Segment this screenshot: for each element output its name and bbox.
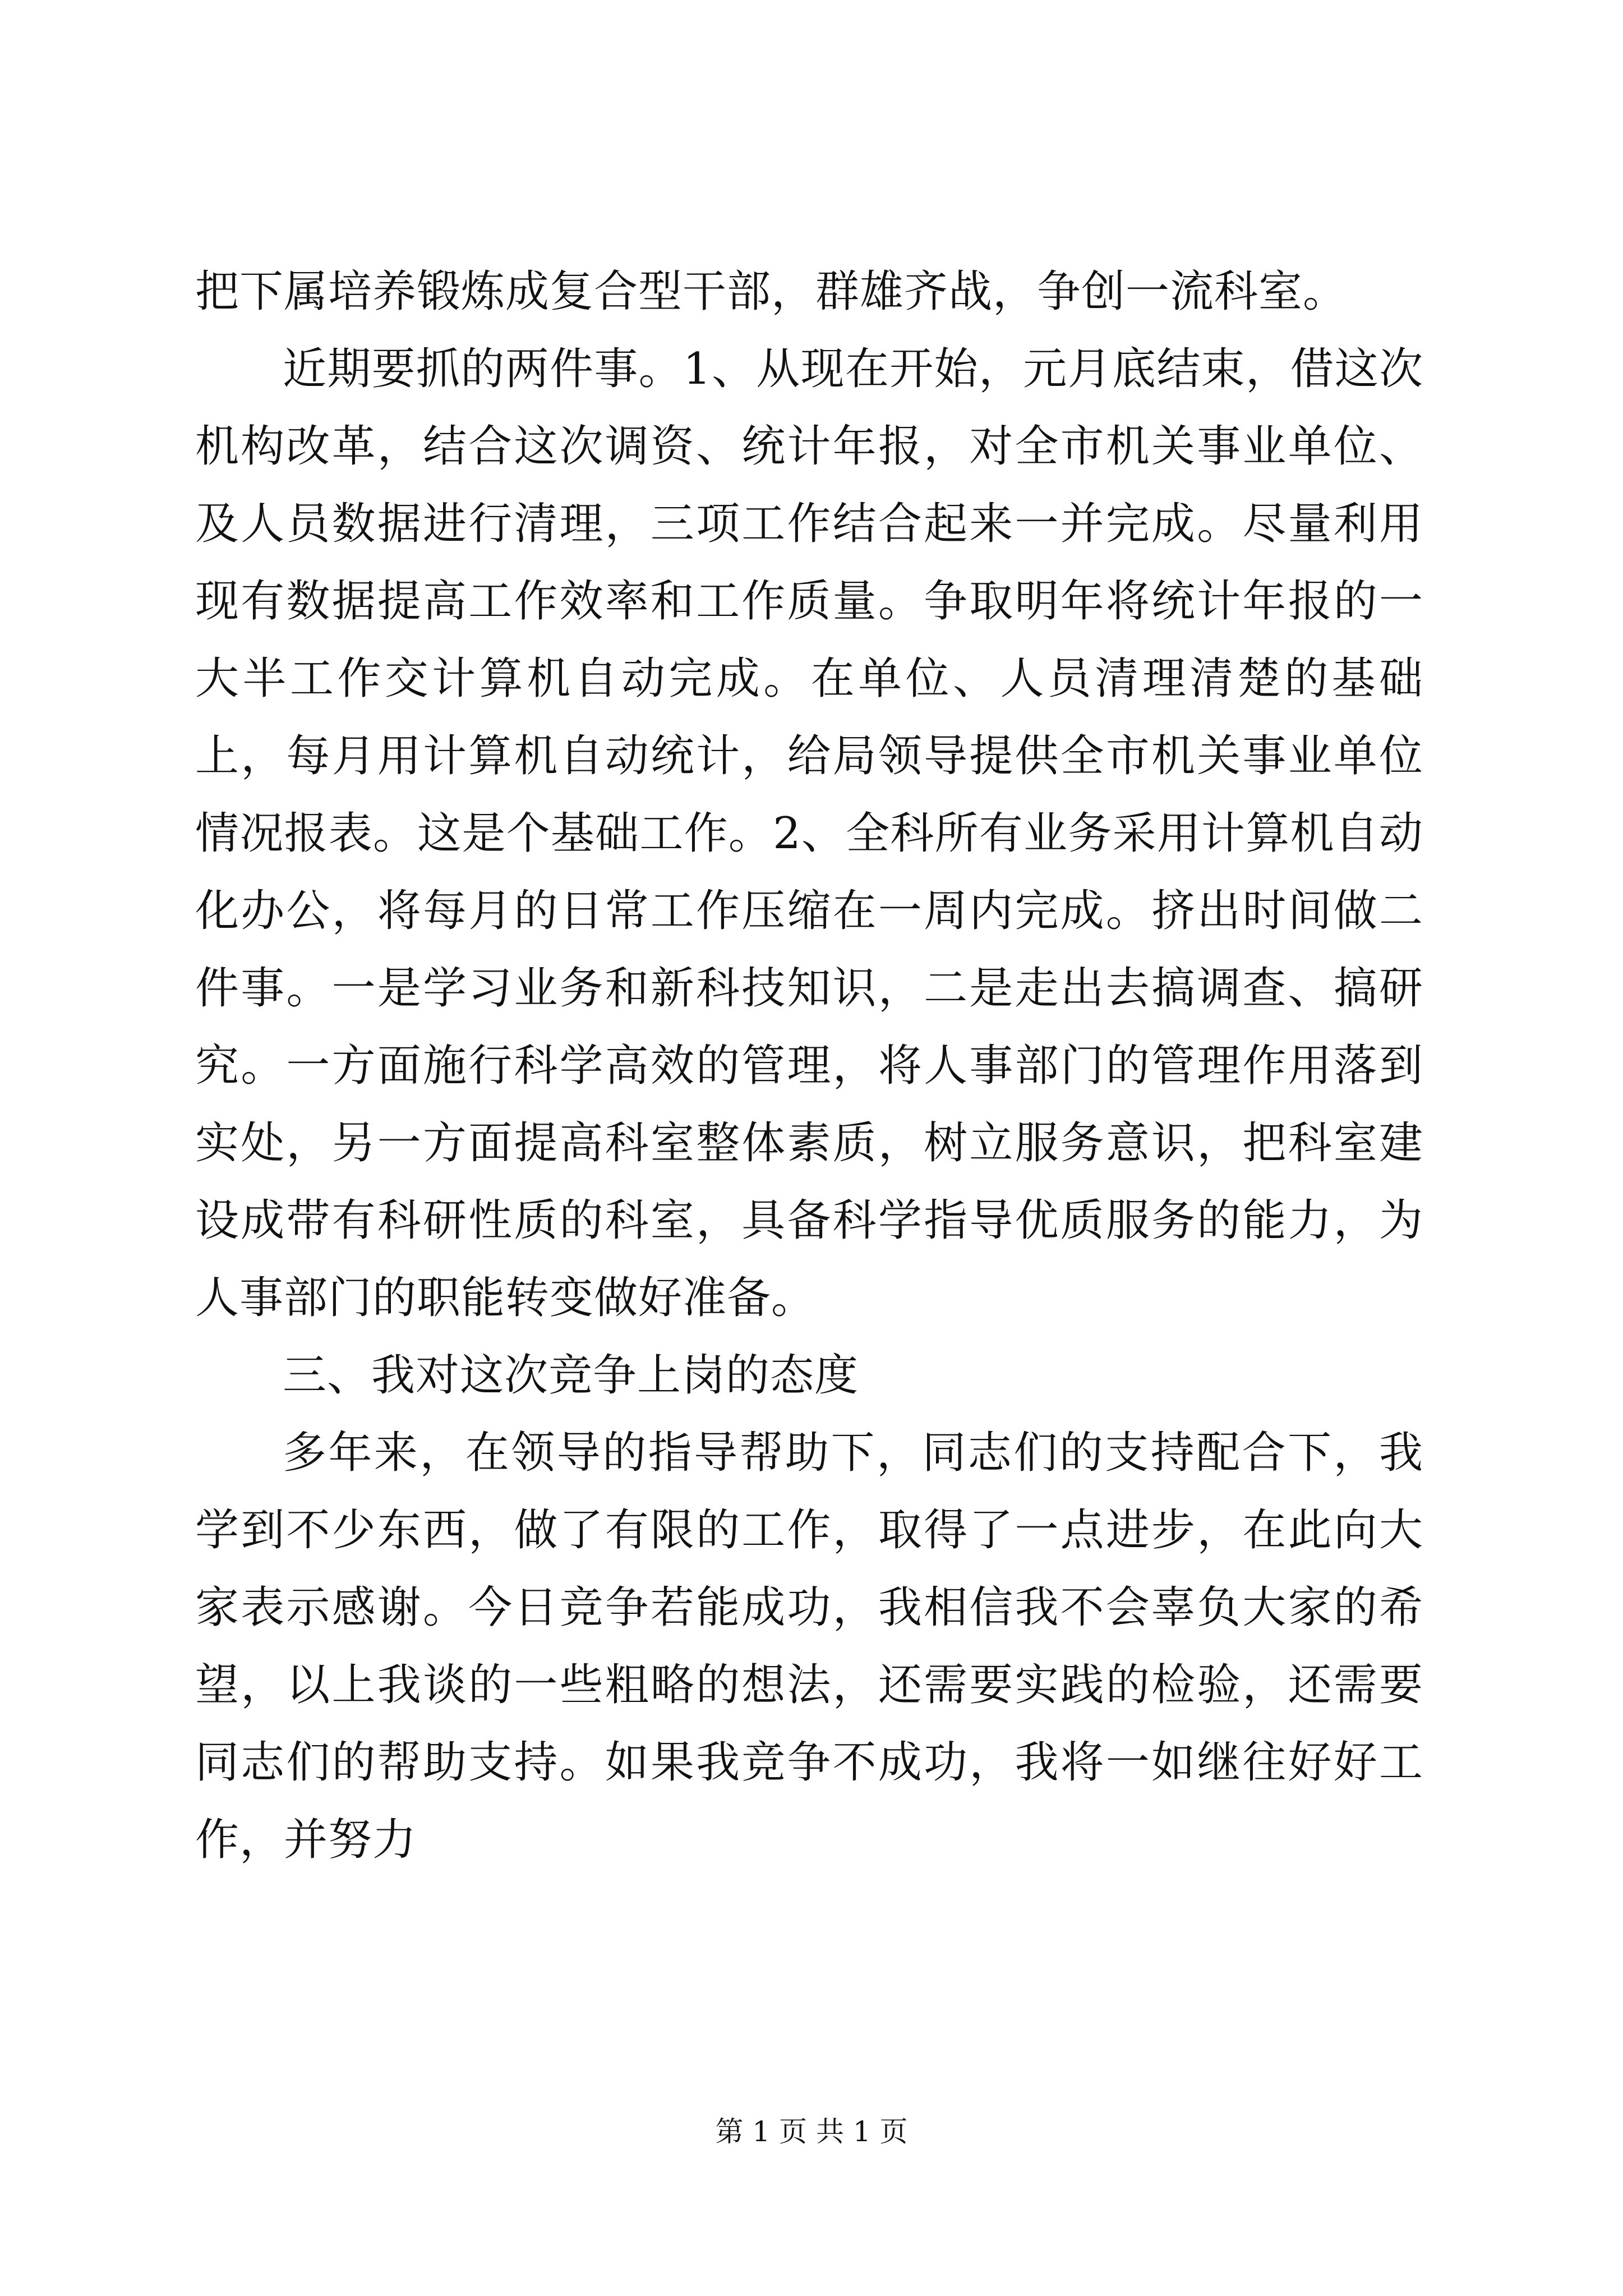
paragraph-gratitude: 多年来，在领导的指导帮助下，同志们的支持配合下，我学到不少东西，做了有限的工作，取得了一点进步，在此向大家表示感谢。今日竞争若能成功，我相信我不会辜负大家的希望，以上我谈的一些粗略的想法，还需要实践的检验，还需要同志们的帮助支持。如果我竞争不成功，我将一如继往好好工作，并努力: [195, 1428, 1423, 1865]
section-heading-attitude: 三、我对这次竞争上岗的态度: [283, 1350, 859, 1401]
page-footer: 第 1 页 共 1 页: [715, 2115, 908, 2148]
document-body: [195, 253, 1423, 1879]
paragraph-continuation: 把下属培养锻炼成复合型干部，群雄齐战，争创一流科室。: [195, 266, 1348, 317]
paragraph-recent-tasks: 近期要抓的两件事。1、从现在开始，元月底结束，借这次机构改革，结合这次调资、统计年报，对全市机关事业单位、及人员数据进行清理，三项工作结合起来一并完成。尽量利用现有数据提高工作效率和工作质量。争取明年将统计年报的一大半工作交计算机自动完成。在单位、人员清理清楚的基础上，每月用计算机自动统计，给局领导提供全市机关事业单位情况报表。这是个基础工作。2、全科所有业务采用计算机自动化办公，将每月的日常工作压缩在一周内完成。挤出时间做二件事。一是学习业务和新科技知识，二是走出去搞调查、搞研究。一方面施行科学高效的管理，将人事部门的管理作用落到实处，另一方面提高科室整体素质，树立服务意识，把科室建设成带有科研性质的科室，具备科学指导优质服务的能力，为人事部门的职能转变做好准备。: [195, 344, 1423, 1323]
